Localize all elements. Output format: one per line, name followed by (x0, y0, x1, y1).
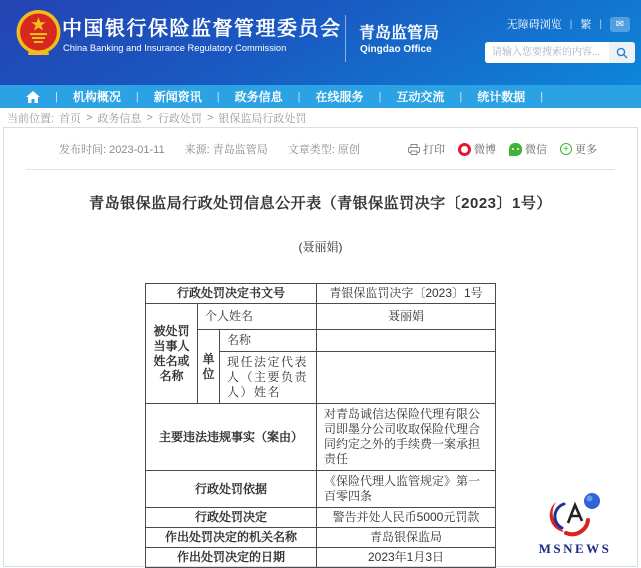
doc-no-label: 行政处罚决定书文号 (145, 284, 316, 304)
national-emblem-icon (15, 8, 62, 58)
breadcrumb-separator: > (206, 111, 214, 124)
facts-label: 主要违法违规事实（案由） (145, 404, 316, 471)
nav-divider: | (216, 90, 220, 103)
table-row (145, 304, 495, 330)
nav-item-online-service[interactable]: 在线服务 (315, 90, 364, 104)
meta-separator-line (26, 169, 615, 170)
nav-divider: | (297, 90, 301, 103)
header-divider (345, 15, 346, 62)
breadcrumb (0, 108, 641, 127)
accessibility-link[interactable]: 无障碍浏览 (506, 19, 562, 31)
utility-divider: | (599, 18, 602, 30)
date-value: 2023年1月3日 (317, 548, 496, 568)
search-icon (616, 47, 628, 59)
traditional-chinese-link[interactable]: 繁 (580, 19, 592, 31)
main-nav (0, 85, 641, 108)
org-title-en: China Banking and Insurance Regulatory Commission (63, 43, 287, 53)
print-button[interactable]: 打印 (408, 141, 445, 157)
legal-rep-value (317, 352, 496, 404)
party-label: 被处罚当事人姓名或名称 (145, 304, 197, 404)
publish-time: 发布时间: 2023-01-11 (59, 144, 165, 156)
article-title: 青岛银保监局行政处罚信息公开表（青银保监罚决字〔2023〕1号） (89, 195, 552, 212)
office-title-en: Qingdao Office (360, 44, 432, 55)
breadcrumb-bureau-penalty[interactable]: 银保监局行政处罚 (218, 112, 307, 125)
agency-value: 青岛银保监局 (317, 528, 496, 548)
breadcrumb-separator: > (146, 111, 153, 124)
breadcrumb-label: 当前位置: (7, 112, 55, 125)
table-row (145, 508, 495, 528)
wechat-icon (509, 143, 522, 156)
nav-item-gov-info[interactable]: 政务信息 (234, 90, 283, 104)
table-row (145, 528, 495, 548)
utility-divider: | (569, 18, 573, 30)
breadcrumb-home[interactable]: 首页 (59, 112, 82, 125)
breadcrumb-separator: > (86, 111, 93, 124)
msnews-logo-icon (542, 488, 608, 538)
nav-divider: | (378, 90, 382, 103)
header-utilities (507, 16, 630, 32)
person-name-value: 聂丽娟 (317, 304, 496, 330)
content-panel (3, 127, 638, 567)
nav-divider: | (55, 90, 58, 103)
unit-name-value (317, 330, 496, 352)
unit-label: 单位 (197, 330, 219, 404)
nav-divider: | (459, 90, 463, 103)
unit-name-label: 名称 (219, 330, 316, 352)
office-title-cn: 青岛监管局 (359, 25, 440, 42)
article-type: 文章类型: 原创 (287, 144, 360, 156)
decision-label: 行政处罚决定 (145, 508, 316, 528)
nav-item-statistics[interactable]: 统计数据 (477, 90, 526, 104)
decision-value: 警告并处人民币5000元罚款 (317, 508, 496, 528)
nav-item-news[interactable]: 新闻资讯 (153, 90, 202, 104)
person-name-label: 个人姓名 (197, 304, 316, 330)
table-row (145, 548, 495, 568)
doc-no-value: 青银保监罚决字〔2023〕1号 (317, 284, 496, 304)
article-source: 来源: 青岛监管局 (184, 144, 268, 156)
home-icon[interactable] (26, 91, 40, 103)
article-subtitle: (聂丽娟) (298, 240, 343, 254)
article-meta (4, 141, 637, 157)
date-label: 作出处罚决定的日期 (145, 548, 316, 568)
basis-label: 行政处罚依据 (145, 471, 316, 508)
msnews-watermark (529, 488, 621, 557)
nav-item-interaction[interactable]: 互动交流 (396, 90, 445, 104)
breadcrumb-penalty[interactable]: 行政处罚 (157, 112, 202, 125)
share-weibo-button[interactable]: 微博 (458, 141, 496, 157)
search-button[interactable] (609, 42, 635, 63)
more-plus-icon: + (560, 143, 572, 155)
facts-value: 对青岛诚信达保险代理有限公司即墨分公司收取保险代理合同约定之外的手续费一案承担责任 (317, 404, 496, 471)
nav-divider: | (135, 90, 139, 103)
breadcrumb-gov-info[interactable]: 政务信息 (97, 112, 142, 125)
table-row (145, 284, 495, 304)
org-title-cn: 中国银行保险监督管理委员会 (62, 18, 342, 40)
site-banner (0, 0, 641, 85)
site-search (485, 42, 635, 63)
nav-item-institution[interactable]: 机构概况 (72, 90, 121, 104)
share-wechat-button[interactable]: 微信 (509, 141, 547, 157)
table-row (145, 330, 495, 352)
weibo-icon (458, 143, 471, 156)
agency-label: 作出处罚决定的机关名称 (145, 528, 316, 548)
penalty-table (145, 283, 496, 568)
mail-icon[interactable]: ✉ (610, 17, 630, 32)
legal-rep-label: 现任法定代表人（主要负责人）姓名 (219, 352, 316, 404)
nav-divider: | (540, 90, 544, 103)
msnews-text: MSNEWS (538, 541, 612, 556)
table-row (145, 404, 495, 471)
search-input[interactable] (485, 42, 609, 63)
basis-value: 《保险代理人监管规定》第一百零四条 (317, 471, 496, 508)
share-more-button[interactable]: + 更多 (560, 141, 597, 157)
table-row (145, 471, 495, 508)
print-icon (408, 144, 420, 155)
